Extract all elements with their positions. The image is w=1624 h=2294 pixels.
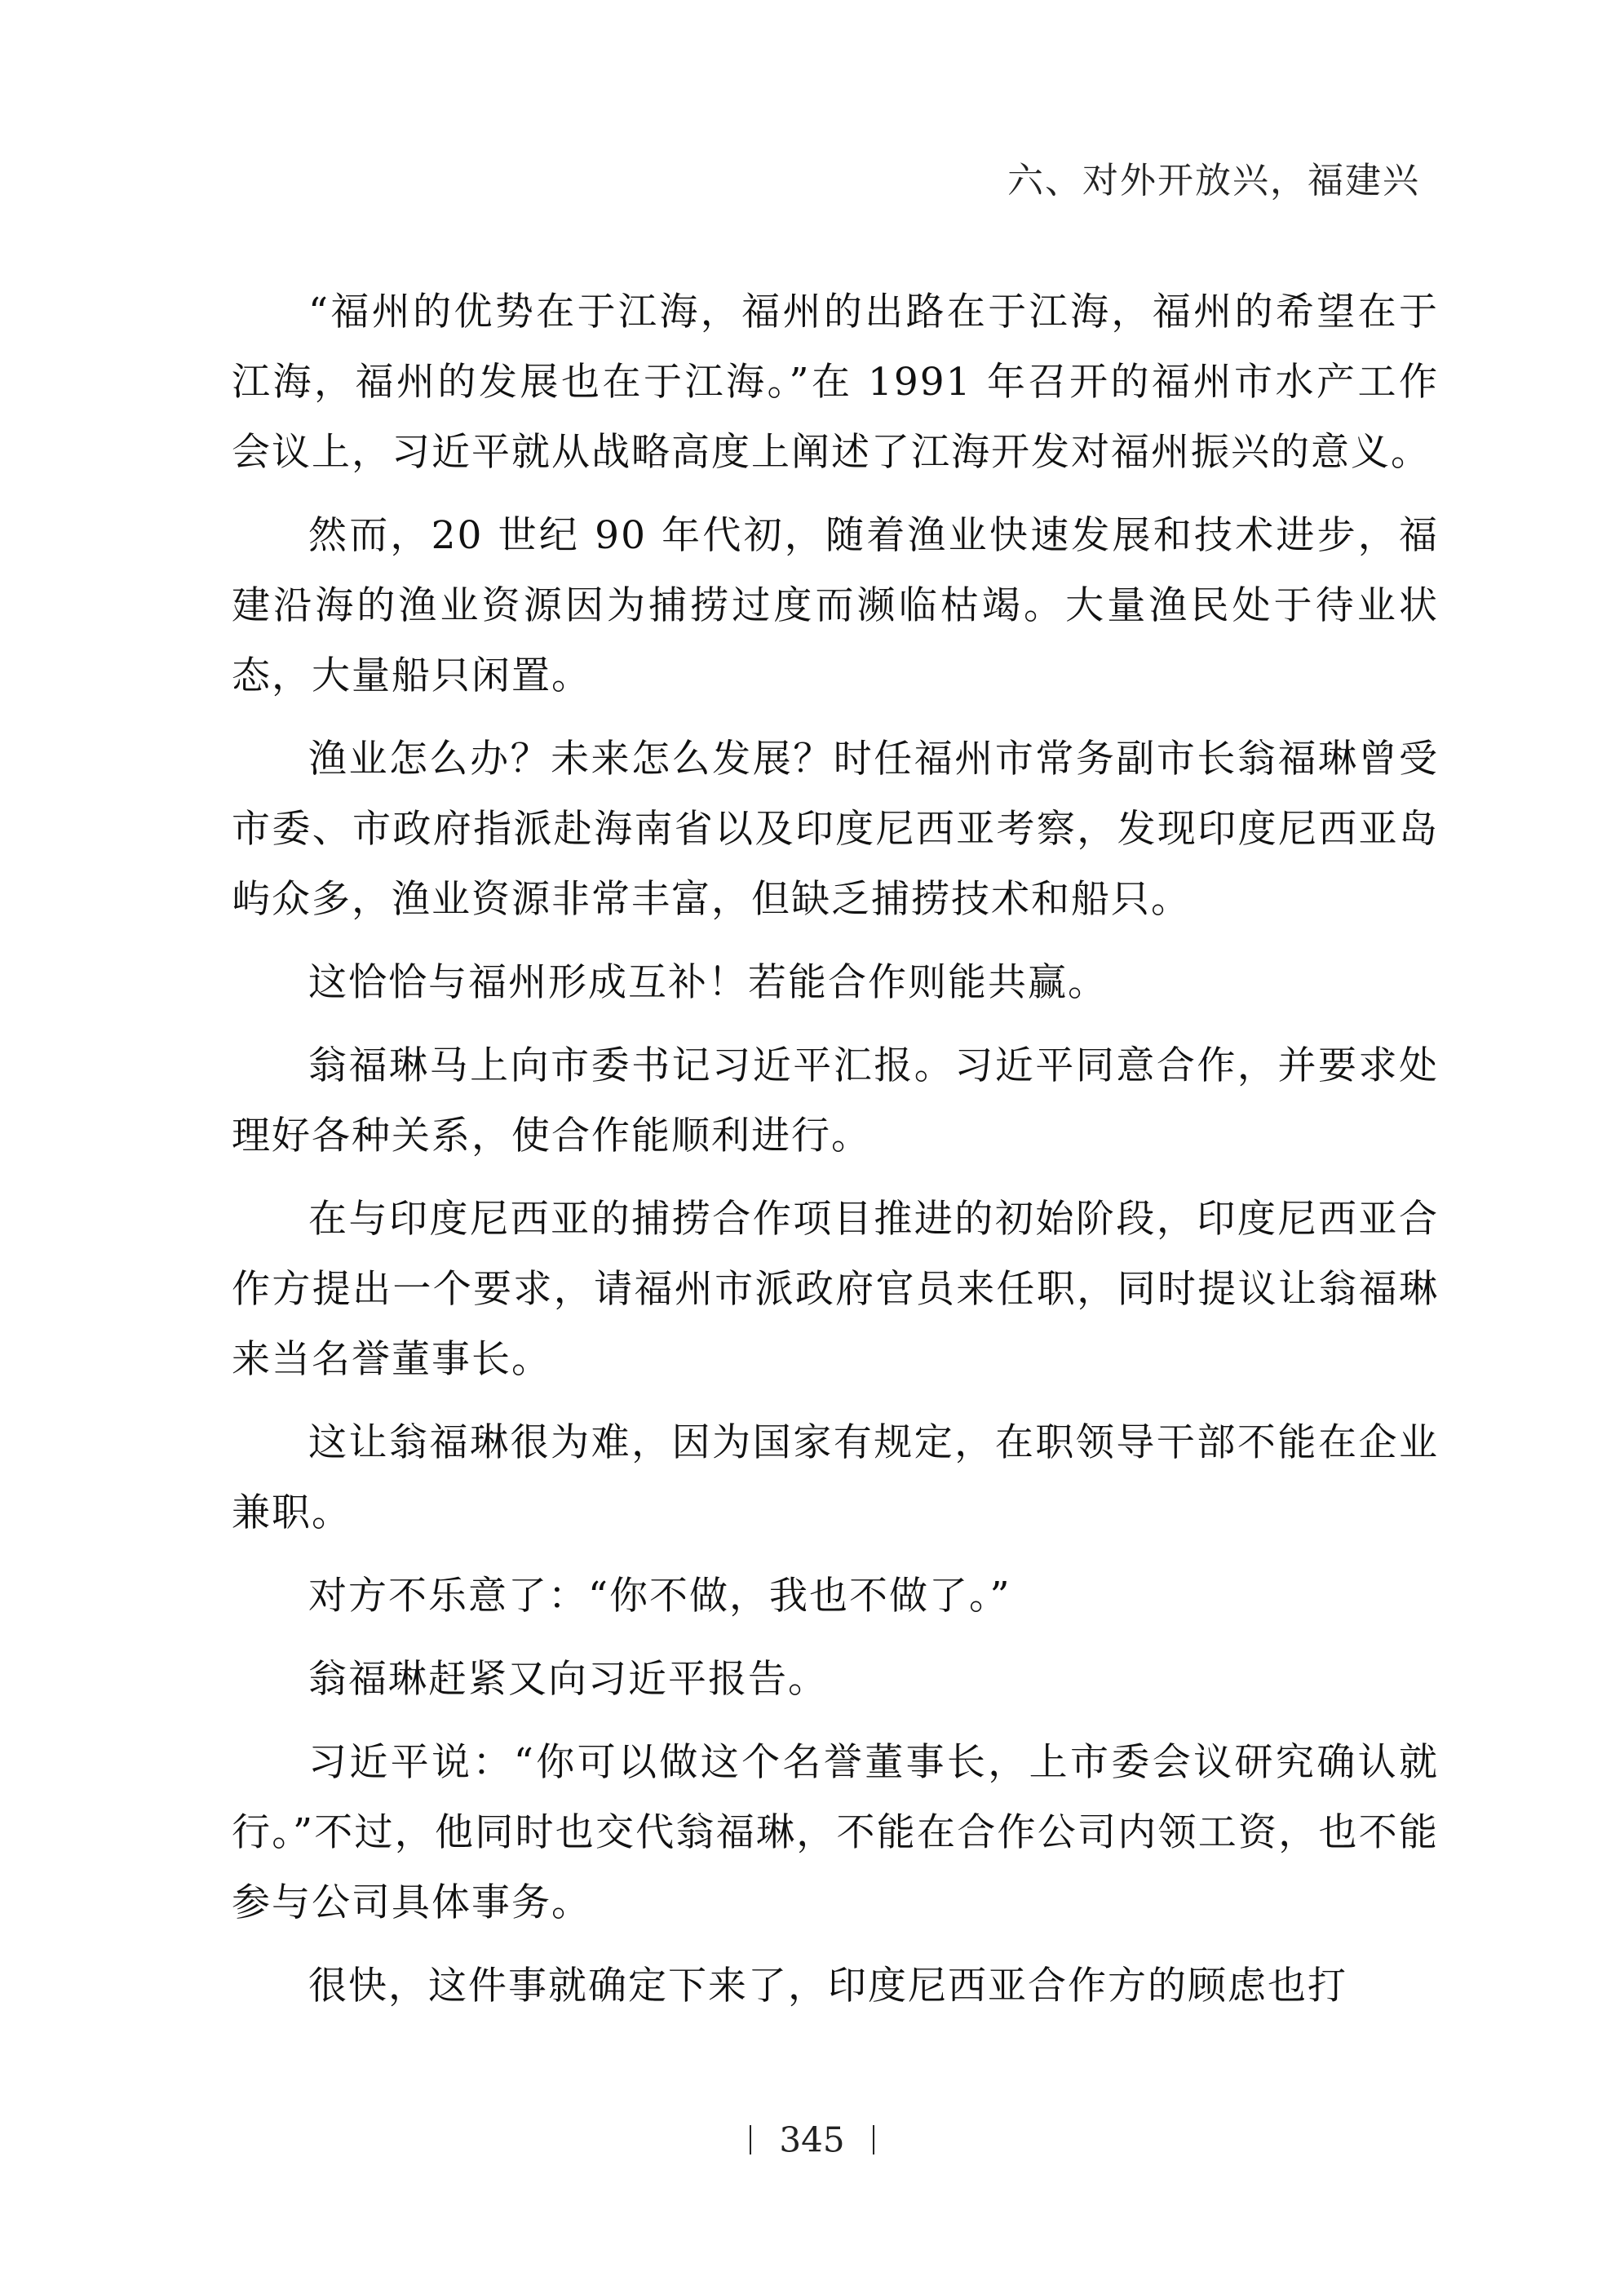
- paragraph: “福州的优势在于江海，福州的出路在于江海，福州的希望在于江海，福州的发展也在于江海。”在 1991 年召开的福州市水产工作会议上，习近平就从战略高度上阐述了江海开发对福州振兴的意义。: [232, 290, 1439, 475]
- paragraph: 习近平说：“你可以做这个名誉董事长，上市委会议研究确认就行。”不过，他同时也交代翁福琳，不能在合作公司内领工资，也不能参与公司具体事务。: [232, 1740, 1439, 1925]
- footer-left-rule: [750, 2125, 751, 2154]
- page-footer: [0, 2117, 1624, 2160]
- paragraph: 翁福琳马上向市委书记习近平汇报。习近平同意合作，并要求处理好各种关系，使合作能顺利进行。: [232, 1043, 1439, 1158]
- paragraph: 这让翁福琳很为难，因为国家有规定，在职领导干部不能在企业兼职。: [232, 1420, 1439, 1535]
- body-text: [232, 277, 1439, 2035]
- paragraph: 很快，这件事就确定下来了，印度尼西亚合作方的顾虑也打: [308, 1964, 1347, 2008]
- paragraph: 然而，20 世纪 90 年代初，随着渔业快速发展和技术进步，福建沿海的渔业资源因为捕捞过度而濒临枯竭。大量渔民处于待业状态，大量船只闲置。: [232, 513, 1439, 698]
- paragraph: 翁福琳赶紧又向习近平报告。: [308, 1657, 828, 1702]
- paragraph: 渔业怎么办？未来怎么发展？时任福州市常务副市长翁福琳曾受市委、市政府指派赴海南省以及印度尼西亚考察，发现印度尼西亚岛屿众多，渔业资源非常丰富，但缺乏捕捞技术和船只。: [232, 737, 1439, 922]
- paragraph: 这恰恰与福州形成互补！若能合作则能共赢。: [308, 960, 1108, 1005]
- page-number: 345: [779, 2119, 845, 2160]
- paragraph: 对方不乐意了：“你不做，我也不做了。”: [308, 1574, 1011, 1619]
- running-header: 六、对外开放兴，福建兴: [1007, 160, 1420, 202]
- paragraph: 在与印度尼西亚的捕捞合作项目推进的初始阶段，印度尼西亚合作方提出一个要求，请福州市派政府官员来任职，同时提议让翁福琳来当名誉董事长。: [232, 1197, 1439, 1382]
- footer-right-rule: [873, 2125, 874, 2154]
